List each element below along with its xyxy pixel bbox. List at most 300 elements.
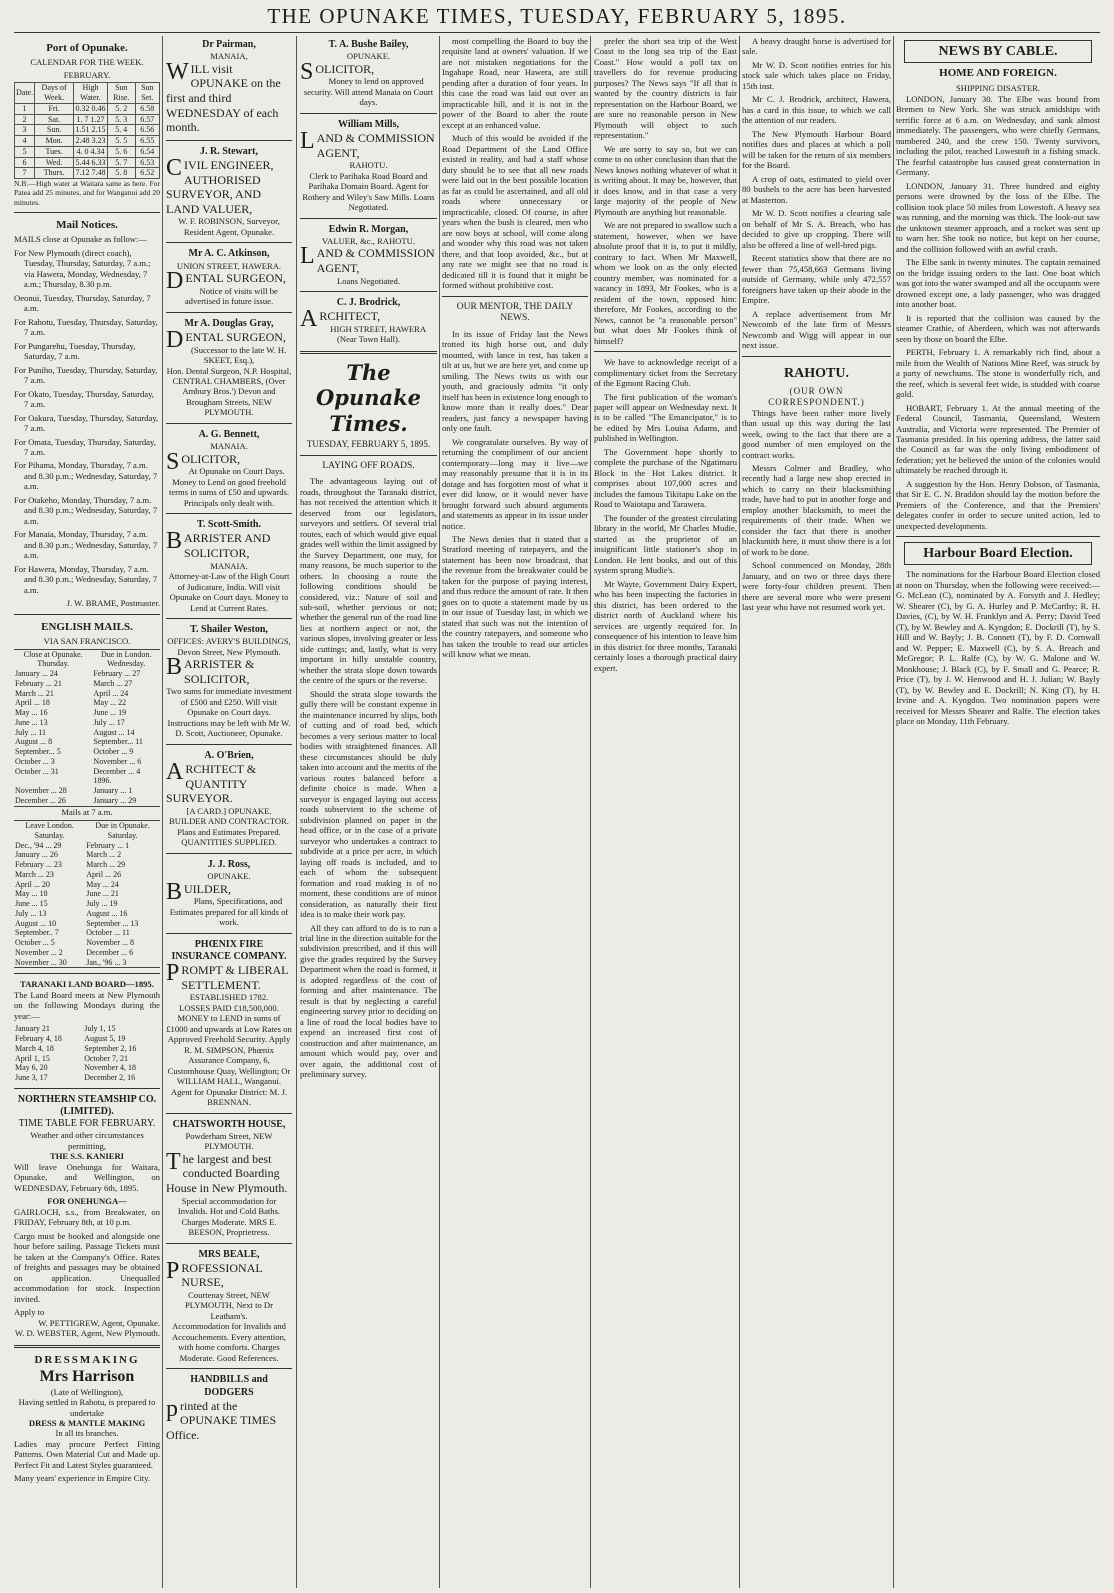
tide-cell: 1.51 2.15 [75, 125, 106, 135]
english-mail-row [14, 728, 160, 738]
english-mail-row-cell: October ... 9 [93, 747, 134, 757]
english-mail-row-cell: September... 11 [93, 737, 143, 747]
english-mail-row-cell: May ... 22 [93, 698, 127, 708]
col-sub: Wednesday. [107, 659, 146, 669]
land-board-row-cell: March 4, 18 [15, 1043, 54, 1053]
paragraph: In its issue of Friday last the News trotted its high horse out, and duly mounted, with lance in rest, has taken a tilt at us, but we are here yet, and come up smiling. The News twits us with our youth, and graciously admits "it only itself has been in existence long enough to know more than it really does." Dear readers, just fancy a newspaper having only one fault. [442, 328, 588, 434]
ad-name: CHATSWORTH HOUSE, [172, 1118, 286, 1130]
london-mail-row [14, 880, 160, 890]
ad-name: Dr Pairman, [202, 39, 256, 50]
ad-divider [166, 140, 292, 141]
ad-place: OPUNAKE. [346, 51, 391, 62]
paragraph: We are not prepared to swallow such a statement, however, when we have absolute proof that it is, to put it mildly, contrary to fact. When Mr Maxwell, whom we look on as the only elected country member, was nominated for a vacancy in 1893, Mr Fookes, who is a resident of the town, opposed him: therefore, Mr Fookes, according to the News, cannot be "a reasonable person" but what does Mr Fookes think of himself? [594, 220, 737, 346]
tide-cell: 5 [15, 146, 35, 157]
steamship-title: NORTHERN STEAMSHIP CO. (LIMITED). [17, 1093, 157, 1118]
mail-item: For Rahotu, Tuesday, Thursday, Saturday, 7 a.m. [14, 316, 158, 338]
english-mail-row-cell [14, 776, 92, 786]
dress-mantle: DRESS & MANTLE MAKING [28, 1417, 146, 1428]
tide-cell: Wed. [35, 157, 74, 168]
mail-item: For Pungarehu, Tuesday, Thursday, Saturday, 7 a.m. [14, 340, 136, 362]
column-3 [300, 36, 437, 1586]
ad-body: LAND & COMMISSION AGENT, [300, 127, 435, 160]
ad-extra: Money to lend on approved security. Will attend Manaia on Court days. [303, 76, 434, 108]
home-foreign-sub: HOME AND FOREIGN. [939, 67, 1057, 80]
english-mail-row [14, 718, 160, 728]
london-mail-row-cell: February ... 23 [15, 860, 62, 870]
ad-divider [166, 1113, 292, 1114]
tide-row [15, 146, 160, 157]
land-board-row [14, 1054, 160, 1064]
harrison-name: Mrs Harrison [39, 1368, 135, 1386]
local-news [594, 357, 737, 673]
english-mail-row-cell: July ... 17 [93, 717, 125, 727]
english-mail-row [14, 679, 160, 689]
ad-place: MANAIA. [210, 560, 248, 571]
ad-place: OPUNAKE. [207, 871, 251, 882]
tide-cell: 7.12 7.48 [75, 168, 106, 178]
land-board-row-cell: May 6, 20 [15, 1063, 48, 1073]
mail-item: For Pihama, Monday, Thursday, 7 a.m. and 8.30 p.m.; Wednesday, Saturday, 7 a.m. [14, 460, 158, 492]
tide-header: High Water. [74, 83, 108, 104]
tide-cell: Thurs. [35, 168, 74, 179]
ad-body: CIVIL ENGINEER, AUTHORISED SURVEYOR, AND LAND VALUER, [166, 154, 274, 216]
ad-name: A. G. Bennett, [198, 428, 260, 440]
london-mail-row [14, 841, 160, 851]
tide-cell: 4. 0 4.34 [74, 146, 108, 157]
column-5 [594, 36, 737, 1586]
land-board-row [14, 1034, 160, 1044]
newspaper-masthead: THE OPUNAKE TIMES, TUESDAY, FEBRUARY 5, 1895. [267, 4, 847, 28]
tide-cell: 6.55 [135, 136, 159, 147]
column-divider [162, 36, 163, 1588]
column-4 [442, 36, 588, 1586]
london-mail-row [14, 938, 160, 948]
london-mail-row [14, 889, 160, 899]
london-mail-row-cell: November ... 2 [15, 947, 63, 957]
paragraph: The New Plymouth Harbour Board notifies dues and places at which a poll will be taken for the return of six members for the Board. [742, 128, 891, 171]
col3-ads [300, 39, 437, 345]
paragraph: The advantageous laying out of roads, throughout the Taranaki district, has not received the attention which it deserved from our legislators, surveyors and settlers. Of several trial routes, each of which would give equal grades well within the limit assigned by the Survey Department, one may, for many reasons, be much superior to the others. In choosing a route the following conditions should be considered, viz.: Nature of soil and sub-soil, whether pervious or not; whether the general run of the road line lies at northern aspect or not, the various slopes, involving greater or less side cuttings; and, lastly, what is very important in hilly unstable country, whether the strata slope down towards the centre of the spurs or the reverse. [300, 476, 437, 686]
london-mail-row-cell: June ... 21 [86, 889, 119, 899]
article-body [594, 36, 737, 346]
english-mail-row-cell: 1896. [93, 776, 112, 786]
ad-place: Courtenay Street, NEW PLYMOUTH, Next to Dr Leatham's. [185, 1289, 273, 1321]
harbour-board-title: Harbour Board Election. [904, 542, 1092, 565]
ad-divider [166, 618, 292, 619]
english-mail-row [14, 747, 160, 757]
tide-header: Days of Week. [35, 83, 74, 104]
land-board-row-cell: February 4, 18 [15, 1034, 62, 1044]
mail-item: Oeonui, Tuesday, Thursday, Saturday, 7 a.m. [14, 292, 151, 314]
ad-body: WILL visit OPUNAKE on the first and third WEDNESDAY of each month. [166, 58, 281, 135]
news-by-cable-title: NEWS BY CABLE. [904, 40, 1092, 63]
harrison-exp: Many years' experience in Empire City. [14, 1473, 151, 1484]
tide-row [15, 114, 160, 125]
english-mail-row-cell: November ... 6 [93, 756, 142, 766]
article-body [442, 36, 588, 291]
agent-1: W. PETTIGREW, Agent, Opunake. [38, 1317, 160, 1328]
ad-extra: Notice of visits will be advertised in future issue. [184, 285, 278, 307]
mail-item: For Hawera, Monday, Thursday, 7 a.m. and 8.30 p.m.; Wednesday, Saturday, 7 a.m. [14, 563, 158, 595]
tide-cell: 3 [15, 125, 35, 136]
tide-cell: Sat. [35, 114, 74, 125]
tide-cell: 7 [15, 168, 35, 179]
ad-place: RAHOTU. [349, 160, 388, 171]
ad-extra: Clerk to Parihaka Road Board and Parihaka Domain Board. Agent for Rothery and Wiley's Saw Mills. Loans Negotiated. [302, 170, 435, 213]
branches-text: In all its branches. [55, 1428, 119, 1439]
english-mail-row-cell: August ... 14 [93, 727, 135, 737]
ad-name: T. A. Bushe Bailey, [328, 39, 409, 50]
onehunga-title: FOR ONEHUNGA— [47, 1196, 127, 1207]
ad-extra: LOSSES PAID £18,500,000. MONEY to LEND in sums of £1000 and upwards at Low Rates on Approved Freehold Security. Apply R. M. SIMPSON, Phœnix Assurance Company, 6, Customhouse Quay, Wellington; Or WILLIAM HALL, Wanganui. Agent for Opunake District: M. J. BRENNAN. [166, 1002, 292, 1108]
rahotu-body [742, 408, 891, 613]
ad-name: Edwin R. Morgan, [328, 223, 409, 235]
english-mail-row [14, 776, 160, 786]
ad-place: MANAIA. [210, 441, 248, 452]
london-mail-row [14, 860, 160, 870]
paragraph: The Elbe sank in twenty minutes. The captain remained on the bridge issuing orders to the last. One boat which was got into the water swamped and all the occupants were drowned except one, a lady passenger, who was dragged into another boat. [896, 257, 1100, 310]
english-mail-row [14, 767, 160, 777]
london-mail-row-cell: August ... 10 [15, 918, 57, 928]
tide-row [15, 168, 160, 179]
english-mail-row-cell: February ... 21 [15, 678, 62, 688]
ad-name: J. J. Ross, [207, 858, 251, 870]
tide-row [15, 157, 160, 168]
col-sub: Thursday. [37, 659, 70, 669]
agent-2: W. D. WEBSTER, Agent, New Plymouth. [14, 1328, 160, 1339]
paragraph: most compelling the Board to buy the requisite land at owners' valuation. If we are not mistaken negotiations for the Ingahape Road, near Hawera, are still pending after a duration of four years. In this case the road was laid out over an impracticable hill, and it is not in the power of the Board to alter the route except at an enhanced value. [442, 36, 588, 130]
london-mail-row-cell: Jan., '96 ... 3 [86, 957, 127, 967]
ad-body: printed at the OPUNAKE TIMES Office. [166, 1395, 277, 1442]
tide-row [15, 136, 160, 147]
land-board-row [14, 1024, 160, 1034]
ad-extra: Attorney-at-Law of the High Court of Judicature, India. Will visit Opunake on Court days. Money to Lend at Current Rates. [168, 571, 290, 613]
english-mail-row-cell: November ... 28 [15, 786, 67, 796]
harrison-note: Ladies may procure Perfect Fitting Patterns. Own Material Cut and Made up. Perfect Fit and Latest Styles guaranteed. [14, 1438, 160, 1470]
london-mail-row-cell: August ... 16 [86, 908, 128, 918]
ad-name: T. Scott-Smith. [197, 519, 261, 531]
london-mail-row [14, 909, 160, 919]
paragraph: LONDON, January 30. The Elbe was bound from Bremen to New York. She was struck amidships with terrific force at 6 a.m. on Wednesday, and sank almost immediately. The passengers, who were chiefly Germans, numbered 240, and the crew 150. Twenty survivors, including the pilot, reached Lowestoft in a fishing smack. The fearful catastrophe has caused great consternation in Germany. [896, 93, 1100, 178]
english-mail-row-cell: April ... 24 [93, 688, 129, 698]
article-body [300, 476, 437, 1080]
mail-list [14, 248, 160, 596]
ad-name: Mr A. C. Atkinson, [188, 248, 270, 260]
advertisement [166, 859, 292, 928]
london-mails-table [14, 820, 160, 968]
column-7 [896, 36, 1100, 1586]
london-mail-row [14, 899, 160, 909]
ad-body: The largest and best conducted Boarding House in New Plymouth. [166, 1148, 288, 1195]
english-mails-title: ENGLISH MAILS. [41, 620, 133, 633]
london-mail-row-cell: September ... 13 [86, 918, 139, 928]
article-title: LAYING OFF ROADS. [322, 460, 415, 471]
taranaki-table [14, 1024, 160, 1083]
advertisement [300, 39, 437, 108]
london-mail-row-cell: July ... 19 [86, 899, 118, 909]
paragraph: All they can afford to do is to run a trial line in the direction suitable for the subdivision prescribed, and if this will give the grades required by the Survey Department when the road is formed, it is adopted regardless of the cost of forming and after maintenance. The result is that by neglecting a careful engineering survey prior to deciding on a line of road the local bodies have to expend an increased first cost of construction and after maintenance, an amount which would pay, over and over again, the additional cost of preliminary survey. [300, 922, 437, 1080]
paragraph: Much of this would be avoided if the Road Department of the Land Office existed in reality, and had a staff whose duty should be to see that all new roads were laid out in the best possible location as far as could be ascertained, and all old roads where unnecessary or impracticable, closed. Of course, in after years when the bush is cleared, men who are now boys at school, will come along and wonder why this road was not taken there, and that loop avoided, &c., but at any rate we might see that no road is dedicated till it is found that it might be formed without prohibitive cost. [442, 133, 588, 291]
gairloch-text: GAIRLOCH, s.s., from Breakwater, on FRIDAY, February 8th, at 10 p.m. [14, 1206, 160, 1228]
mail-item: For Manaia, Monday, Thursday, 7 a.m. and 8.30 p.m.; Wednesday, Saturday, 7 a.m. [14, 529, 158, 561]
tide-cell: Sun. [35, 125, 74, 136]
english-mail-row-cell: September... 5 [15, 747, 61, 757]
paragraph: Recent statistics show that there are no fewer than 75,458,663 Germans living outside of Germany, while only 472,557 foreigners have taken up their abode in the Empire. [742, 253, 891, 306]
english-mail-row [14, 757, 160, 767]
english-mail-row [14, 708, 160, 718]
advertisement [166, 429, 292, 508]
ad-body: PROMPT & LIBERAL SETTLEMENT. [166, 959, 289, 992]
timetable-title: TIME TABLE FOR FEBRUARY. [18, 1118, 156, 1130]
english-mails-sub: VIA SAN FRANCISCO. [43, 636, 131, 647]
paragraph: Messrs Colmer and Bradley, who recently had a large new shop erected in which to carry on their blacksmithing trade, have had to put in another forge and employ another blacksmith, to meet the requirements of their trade. When we consider the fact that there is another blacksmith here, it must show there is a lot of work to be done. [742, 463, 891, 557]
tide-cell: 6.56 [135, 125, 159, 136]
ad-name: HANDBILLS and DODGERS [190, 1374, 268, 1398]
ad-divider [300, 218, 437, 219]
ad-extra: Loans Negotiated. [336, 275, 400, 286]
ad-name: PHŒNIX FIRE INSURANCE COMPANY. [171, 938, 287, 962]
ad-extra: W. F. ROBINSON, Surveyor, Resident Agent, Opunake. [178, 216, 280, 237]
dressmaking-title: DRESSMAKING [34, 1353, 140, 1366]
paragraph: HOBART, February 1. At the annual meeting of the Federal Council, Tasmania, Queensland, Western Australia, and Victoria were represented. The Premier of Tasmania presided. In his opening address, the latter said the Council as far was the only living embodiment of federation; yet he believed the union of the colonies would ultimately be reached through it. [896, 402, 1100, 476]
land-board-row-cell: April 1, 15 [15, 1053, 50, 1063]
col-head: Due in Opunake. [95, 821, 150, 831]
ad-place: [A CARD.] OPUNAKE. [186, 805, 272, 816]
mail-title: Mail Notices. [56, 218, 118, 231]
tide-cell: 6.58 [135, 103, 159, 114]
ad-body: LAND & COMMISSION AGENT, [300, 243, 435, 275]
paragraph: Things have been rather more lively than usual up this way during the last week, owing to the fact that there are a good number of men employed on the contract works. [742, 407, 891, 460]
mentor-title: OUR MENTOR, THE DAILY NEWS. [456, 301, 574, 324]
advertisement [166, 624, 292, 739]
advertisement [166, 146, 292, 238]
cable-body [896, 94, 1100, 531]
english-mail-row-cell: January ... 24 [15, 669, 58, 679]
paragraph: It is reported that the collision was caused by the steamer Crathie, of Aberdeen, which was not afterwards seen by those on board the Elbe. [896, 312, 1100, 344]
col-head: Close at Opunake. [23, 649, 83, 659]
column-2 [166, 36, 292, 1586]
ad-body: ARCHITECT, [300, 306, 381, 333]
tide-table [14, 82, 160, 179]
col-head: Leave London. [25, 821, 74, 831]
mail-intro: MAILS close at Opunake as follow:— [14, 234, 147, 245]
tide-row [15, 125, 160, 136]
postmaster-signature: J. W. BRAME, Postmaster. [66, 598, 160, 609]
ad-place: MANAIA, [210, 51, 248, 62]
column-1 [14, 36, 160, 1586]
tide-cell: 5. 6 [107, 146, 135, 157]
english-mail-row-cell: December ... 4 [93, 766, 141, 776]
ad-divider [166, 933, 292, 934]
advertisement [300, 224, 437, 286]
london-mail-row-cell: October ... 11 [86, 928, 130, 938]
ad-divider [166, 744, 292, 745]
london-mail-row-cell: Dec., '94 ... 29 [15, 840, 62, 850]
land-board-row-cell: June 3, 17 [15, 1073, 48, 1083]
paragraph: We have to acknowledge receipt of a complimentary ticket from the Secretary of the Egmont Racing Club. [594, 357, 737, 389]
tide-cell: 2.48 3.23 [75, 136, 106, 146]
col-sub: Saturday. [34, 830, 65, 840]
taranaki-title: TARANAKI LAND BOARD—1895. [20, 979, 154, 990]
english-mail-row-cell: June ... 19 [93, 708, 127, 718]
ship-text: Will leave Onehunga for Waitara, Opunake, and Wellington, on WEDNESDAY, February 6th, 1895. [14, 1161, 160, 1193]
land-board-row-cell: September 2, 16 [84, 1043, 137, 1053]
tide-cell: 6.53 [135, 157, 159, 168]
london-mail-row-cell: December ... 6 [86, 947, 134, 957]
ad-extra: Special accommodation for Invalids. Hot and Cold Baths. Charges Moderate. MRS E. BEESON, Proprietress. [177, 1195, 281, 1238]
advertisement [166, 1119, 292, 1238]
land-board-row-cell: November 4, 18 [84, 1063, 136, 1073]
paragraph: We congratulate ourselves. By way of returning the compliment of our ancient contemporary—long may it live—we may reasonably presume that it is in its dotage and has forgotten most of what it ever did know, or it would never have brought forward such absurd arguments and statements as appear in its issue under notice. [442, 436, 588, 531]
london-mail-row [14, 919, 160, 929]
paragraph: We are sorry to say so, but we can come to no other conclusion than that the News knows nothing whatever of what it is writing about. It may be, however, that it does know, and in that case a very large majority of the people of New Plymouth are anything but reasonable. [594, 143, 737, 217]
london-mail-row [14, 928, 160, 938]
advertisement [166, 39, 292, 135]
land-board-row-cell: December 2, 16 [84, 1073, 136, 1083]
tide-cell: Mon. [35, 136, 74, 147]
tide-cell: 5. 4 [107, 125, 135, 136]
rahotu-sub: (OUR OWN CORRESPONDENT.) [768, 385, 865, 407]
ad-place: (Successor to the late W. H. SKEET, Esq.), [191, 344, 287, 366]
land-board-row-cell: January 21 [15, 1024, 50, 1034]
london-mail-row [14, 850, 160, 860]
ad-divider [166, 312, 292, 313]
london-mail-row [14, 870, 160, 880]
mail-item: For Oakura, Tuesday, Thursday, Saturday, 7 a.m. [14, 412, 159, 434]
ad-place: OFFICES: AVERY'S BUILDINGS, Devon Street, New Plymouth. [167, 636, 291, 657]
tide-cell: 1. 7 1.27 [74, 114, 108, 125]
tide-cell: 5. 8 [107, 168, 135, 179]
tide-cell: 6.52 [135, 168, 159, 179]
tide-row [15, 103, 160, 114]
ad-place: Powderham Street, NEW PLYMOUTH. [185, 1130, 273, 1152]
ad-name: A. O'Brien, [204, 749, 254, 761]
english-mail-row [14, 786, 160, 796]
port-subtitle: CALENDAR FOR THE WEEK. [30, 57, 144, 68]
tide-cell: Tues. [35, 146, 74, 157]
harbour-body [896, 569, 1100, 726]
tide-header: Date. [15, 83, 35, 104]
ad-body: BUILDER, [166, 878, 232, 905]
tide-cell: 5. 7 [107, 157, 135, 168]
harrison-text: Having settled in Rahotu, is prepared to undertake [18, 1397, 156, 1418]
london-mail-row [14, 948, 160, 958]
ad-extra: Hon. Dental Surgeon, N.P. Hospital, CENTRAL CHAMBERS, (Over Ambury Bros.') Devon and Brougham Streets, NEW PLYMOUTH. [166, 365, 292, 418]
shipping-disaster: SHIPPING DISASTER. [955, 83, 1041, 94]
ad-body: DENTAL SURGEON, [166, 326, 286, 353]
ad-place: ESTABLISHED 1782. [189, 992, 269, 1003]
english-mail-row-cell: January ... 1 [93, 786, 133, 796]
paragraph: The News denies that it stated that a Stratford meeting of ratepayers, and the statement has been now broadcast, that the revenue from the breakwater could be taken for the purpose of paying interest, and thus reduce the amount of rate. It then goes on to quote a statement made by us in our issue of Tuesday last, in which we stated that such was not the intention of the country ratepayers, and someone who has taken the trouble to read our articles will know what we mean. [442, 533, 588, 660]
paragraph: A replace advertisement from Mr Newcomb of the late firm of Messrs Newcomb and Wigg will appear in our next issue. [742, 308, 891, 351]
issue-dateline: TUESDAY, FEBRUARY 5, 1895. [306, 438, 431, 449]
advertisement [166, 939, 292, 1108]
column-divider [439, 36, 440, 1588]
ad-body: BARRISTER AND SOLICITOR, [166, 528, 271, 560]
english-mail-row-cell: April ... 18 [15, 698, 50, 708]
land-board-row-cell: October 7, 21 [84, 1053, 128, 1063]
london-mail-row-cell: March ... 23 [15, 869, 54, 879]
ad-divider [300, 291, 437, 292]
land-board-row-cell: August 5, 19 [84, 1034, 126, 1044]
land-board-row-cell: July 1, 15 [84, 1024, 116, 1034]
tide-note: N.B.—High water at Waitara same as here. For Patea add 25 minutes, and for Wanganui add 20 minutes. [14, 179, 160, 207]
port-title: Port of Opunake. [46, 42, 128, 54]
london-mail-row [14, 958, 160, 968]
ad-body: PROFESSIONAL NURSE, [166, 1257, 263, 1290]
london-mail-row-cell: June ... 15 [15, 899, 48, 909]
advertisement [300, 297, 437, 345]
paragraph: Mr Wayte, Government Dairy Expert, who has been inspecting the factories in this district, has been ordered to the district north of Auckland where his services are urgently required for. In consequence of his intention to leave him in this district for three months, Taranaki certainly loses a thorough practical dairy expert. [594, 578, 737, 673]
advertisement [166, 248, 292, 306]
english-mail-row-cell: June ... 13 [15, 717, 48, 727]
london-mail-row-cell: January ... 26 [15, 850, 58, 860]
english-mail-row [14, 698, 160, 708]
land-board-row [14, 1063, 160, 1073]
london-mail-row-cell: July ... 13 [15, 908, 47, 918]
ad-extra: Two sums for immediate investment of £500 and £250. Will visit Opunake on Court days. Instructions may be left with Mr W. D. Scott, Auctioneer, Opunake. [166, 686, 292, 739]
weather-note: Weather and other circumstances permitting, [30, 1130, 144, 1151]
english-mail-row-cell: October ... 3 [15, 756, 55, 766]
column-divider [590, 36, 591, 1588]
london-mail-row-cell: April ... 20 [15, 879, 50, 889]
ad-name: C. J. Brodrick, [336, 297, 401, 309]
land-board-row [14, 1044, 160, 1054]
local-news [742, 36, 891, 351]
paragraph: The first publication of the woman's paper will appear on Wednesday next. It is to be called "The Emancipator," is to be edited by Mrs Louisa Adams, and published in Wellington. [594, 391, 737, 444]
tide-cell: 2 [15, 114, 35, 125]
paragraph: The nominations for the Harbour Board Election closed at noon on Thursday, when the following were received:—G. McLean (C), nominated by A. Forsyth and J. Hedley; W. Shearer (C), by G. A. Hurley and P. McCarthy; R. H. Davies, (C), by W. H. Franklyn and A. Perry; David Teed (T), by W. Bewley and A. Kyngdon; E. Dockrill (T), by S. Hill and W. Bayly; J. B. Connett (T), by F. D. Cornwall and W. Pepper; E. Maxwell (C), by S. A. Breach and McGregor; P. L. Ralfe (C), by W. G. Malone and W. Monkhouse; J. Black (C), by F. Small and G. Pearce; R. Price (T), by J. W. Henwood and H. J. Julian; W. Bayly (T), by W. Bewley and E. Dockrill; N. King (T), by H. Irvine and A. Kyngdon. Two nomination papers were received for Messrs Shearer and Ralfe. The election takes place on Monday, 11th February. [896, 569, 1100, 727]
taranaki-text: The Land Board meets at New Plymouth on the following Mondays during the year:— [14, 989, 160, 1021]
london-mail-row-cell: September.. 7 [15, 928, 59, 938]
apply-text: Apply to [14, 1307, 45, 1318]
english-mail-row-cell: May ... 16 [15, 708, 48, 718]
paragraph: A heavy draught horse is advertised for sale. [742, 36, 891, 57]
ad-name: William Mills, [338, 118, 399, 130]
tide-cell: 1 [15, 103, 35, 114]
mail-item: For Omata, Tuesday, Thursday, Saturday, 7 a.m. [14, 436, 156, 457]
london-mail-row-cell: October ... 5 [15, 938, 55, 948]
ad-extra: BUILDER AND CONTRACTOR. Plans and Estimates Prepared. QUANTITIES SUPPLIED. [169, 816, 289, 848]
london-mail-row-cell: March ... 29 [86, 860, 126, 870]
ad-body: SOLICITOR, [300, 58, 375, 85]
rahotu-title: RAHOTU. [784, 365, 849, 381]
tide-month: FEBRUARY. [63, 69, 111, 80]
english-mail-row-cell: January ... 29 [93, 795, 137, 805]
paragraph: LONDON, January 31. Three hundred and eighty persons were drowned by the loss of the Elbe. The collision took place 50 miles from Lowestoft. A heavy sea was running, and the morning was thick. The look-out saw the unknown steamer approach, and a rocket was sent up to warn her. She took no notice, but kept on her course, and the collision followed with an awful crash. [896, 180, 1100, 254]
tide-cell: 5.44 6.33 [75, 157, 106, 167]
london-mail-row-cell: November ... 8 [86, 938, 134, 948]
ad-body: SOLICITOR, [166, 448, 241, 475]
column-6 [742, 36, 891, 1586]
mail-item: For Otakeho, Monday, Thursday, 7 a.m. and 8.30 p.m.; Wednesday, Saturday, 7 a.m. [14, 494, 158, 526]
english-mail-row-cell: July ... 11 [15, 727, 47, 737]
english-mail-row-cell: February ... 27 [93, 669, 141, 679]
ad-extra: At Opunake on Court Days. Money to Lend on good freehold terms in sums of £50 and upwards. Principals only dealt with. [168, 466, 290, 508]
english-mail-row [14, 737, 160, 747]
advertisement [166, 1249, 292, 1364]
advertisement [166, 1374, 292, 1442]
tide-cell: 5. 2 [107, 103, 135, 114]
london-mail-row-cell: March ... 2 [86, 850, 122, 860]
ad-extra: Plans, Specifications, and Estimates prepared for all kinds of work. [169, 896, 289, 928]
tide-cell: 6.57 [135, 114, 159, 125]
column-divider [739, 36, 740, 1588]
paragraph: Mr W. D. Scott notifies a clearing sale on behalf of Mr S. A. Breach, who has decided to give up cropping. There will also be offered a line of well-bred pigs. [742, 208, 891, 250]
ad-divider [166, 1243, 292, 1244]
paragraph: Should the strata slope towards the gully there will be constant expense in the maintenance incurred by slips, both of cutting and of road bed, which becomes a very serious matter to local bodies with straightened finances. All these circumstances should be duly taken into account and the merits of the various routes balanced before a definite choice is made. When a surveyor is engaged laying out access roads subservient to the scheme of subdivision planned on paper in the head office, or in the case of a private surveyor who undertakes a contract to subdivide at a price per acre, in which laying off roads is included, and to each of whom the subsequent formation and road making is of no moment, these conditions are of minor consideration, as naturally their first idea is to make their work pay. [300, 688, 437, 920]
paragraph: The founder of the greatest circulating library in the world, Mr Charles Mudie, started as the proprietor of an insignificant little stationer's shop in London. He lent books, and out of this system sprang Mudie's. [594, 512, 737, 576]
